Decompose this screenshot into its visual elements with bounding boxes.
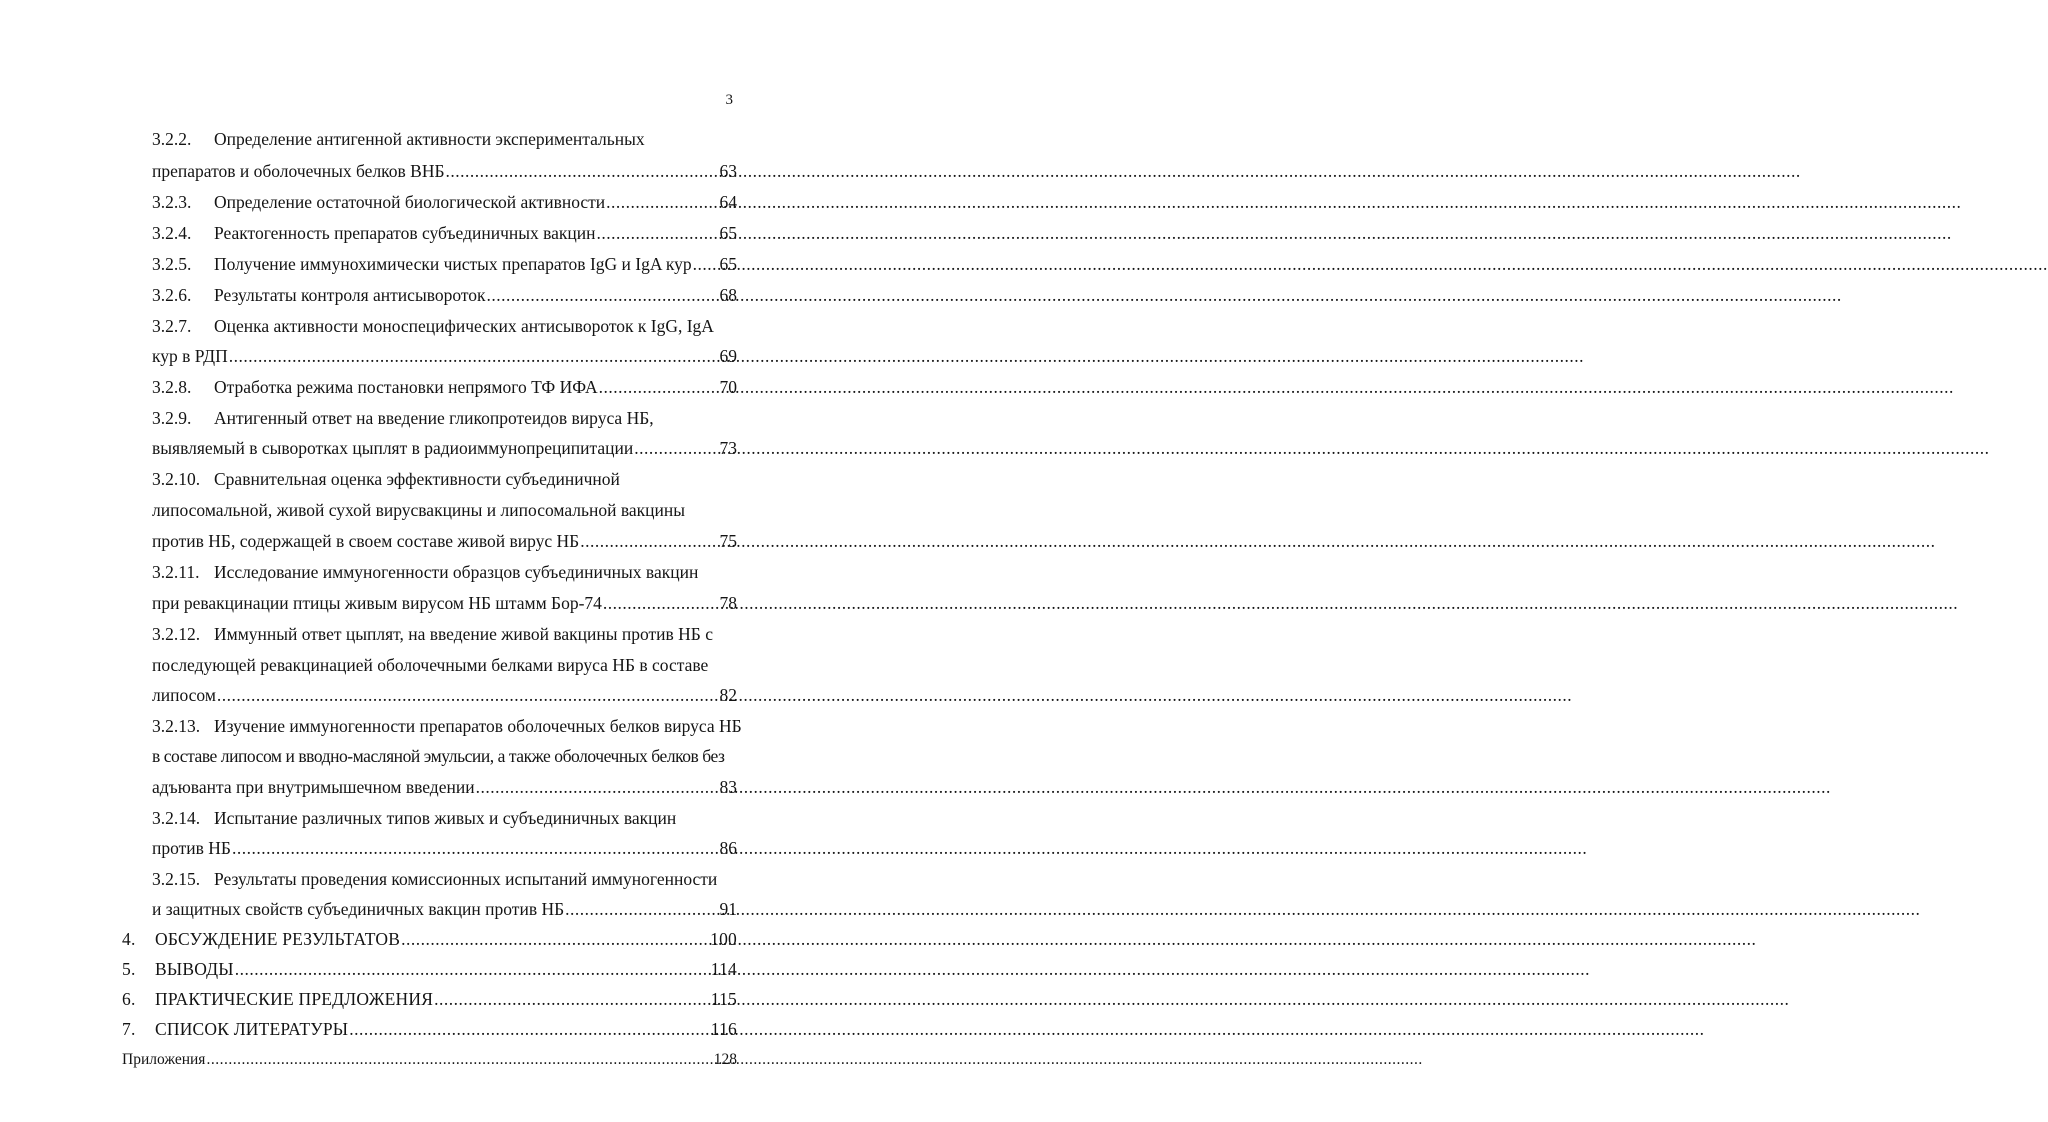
dot-leader	[693, 253, 719, 275]
toc-page: 86	[719, 838, 737, 858]
toc-title: липосом	[152, 685, 216, 705]
toc-number: 3.2.6.	[152, 285, 192, 305]
toc-title: последующей ревакцинацией оболочечными белками вируса НБ в составе	[152, 655, 709, 675]
toc-page: 115	[710, 989, 737, 1009]
toc-title: Исследование иммуногенности образцов субъединичных вакцин	[214, 562, 699, 582]
toc-title: Отработка режима постановки непрямого ТФ ИФА	[214, 377, 598, 397]
toc-title: ОБСУЖДЕНИЕ РЕЗУЛЬТАТОВ	[155, 929, 401, 949]
toc-number: 4.	[122, 929, 136, 949]
toc-entry-3-2-6	[152, 284, 737, 306]
dot-leader	[235, 958, 710, 980]
toc-number: 3.2.11.	[152, 562, 200, 582]
toc-page: 78	[719, 593, 737, 613]
toc-page: 73	[719, 438, 737, 458]
dot-leader	[634, 437, 718, 459]
toc-page: 64	[719, 192, 737, 212]
toc-number: 3.2.7.	[152, 316, 192, 336]
toc-title: препаратов и оболочечных белков ВНБ	[152, 161, 445, 181]
toc-page: 82	[719, 685, 737, 705]
toc-title: Сравнительная оценка эффективности субъединичной	[214, 469, 620, 489]
toc-number: 3.2.2.	[152, 129, 192, 149]
toc-page: 65	[719, 254, 737, 274]
toc-title: ПРАКТИЧЕСКИЕ ПРЕДЛОЖЕНИЯ	[155, 989, 434, 1009]
dot-leader	[597, 222, 719, 244]
toc-number: 6.	[122, 989, 136, 1009]
toc-chapter-4	[122, 928, 737, 950]
toc-title: ВЫВОДЫ	[155, 959, 234, 979]
dot-leader	[434, 988, 710, 1010]
toc-title: липосомальной, живой сухой вирусвакцины и липосомальной вакцины	[152, 500, 685, 520]
dot-leader	[606, 191, 718, 213]
toc-entry-3-2-13-cont	[152, 745, 737, 767]
page-number: 3	[725, 92, 733, 108]
toc-appendix	[122, 1049, 737, 1071]
toc-entry-3-2-12-cont	[152, 654, 737, 676]
toc-number: 5.	[122, 959, 136, 979]
dot-leader	[487, 284, 719, 306]
toc-page: 83	[719, 777, 737, 797]
toc-page: 65	[719, 223, 737, 243]
toc-number: 3.2.10.	[152, 469, 201, 489]
toc-title: Иммунный ответ цыплят, на введение живой вакцины против НБ с	[214, 624, 713, 644]
toc-title: Антигенный ответ на введение гликопротеидов вируса НБ,	[214, 408, 654, 428]
dot-leader	[401, 928, 709, 950]
toc-entry-3-2-12-cont2	[152, 684, 737, 706]
toc-entry-3-2-11	[152, 561, 737, 583]
dot-leader	[476, 776, 719, 798]
toc-number: 3.2.4.	[152, 223, 192, 243]
toc-entry-3-2-10-cont2	[152, 530, 737, 552]
toc-entry-3-2-9-cont	[152, 437, 737, 459]
toc-number: 3.2.5.	[152, 254, 192, 274]
dot-leader	[603, 592, 719, 614]
toc-title: Результаты проведения комиссионных испытаний иммуногенности	[214, 869, 718, 889]
toc-number: 3.2.13.	[152, 716, 201, 736]
dot-leader	[565, 898, 718, 920]
toc-title: при ревакцинации птицы живым вирусом НБ штамм Бор-74	[152, 593, 602, 613]
toc-page: 69	[719, 346, 737, 366]
toc-page: 70	[719, 377, 737, 397]
toc-title: выявляемый в сыворотках цыплят в радиоиммунопреципитации	[152, 438, 634, 458]
toc-title: Определение антигенной активности экспериментальных	[214, 129, 645, 149]
toc-entry-3-2-2-cont	[152, 160, 737, 182]
dot-leader	[206, 1049, 712, 1071]
toc-entry-3-2-9	[152, 407, 737, 429]
toc-number: 3.2.8.	[152, 377, 192, 397]
toc-title: Определение остаточной биологической активности	[214, 192, 606, 212]
table-of-contents	[0, 0, 793, 1122]
toc-title: Изучение иммуногенности препаратов оболочечных белков вируса НБ	[214, 716, 742, 736]
toc-entry-3-2-15	[152, 868, 737, 890]
toc-title: в составе липосом и вводно-масляной эмульсии, а также оболочечных белков без	[152, 746, 725, 766]
toc-entry-3-2-14-cont	[152, 837, 737, 859]
toc-entry-3-2-11-cont	[152, 592, 737, 614]
toc-chapter-7	[122, 1018, 737, 1040]
dot-leader	[349, 1018, 710, 1040]
toc-entry-3-2-13	[152, 715, 742, 737]
dot-leader	[217, 684, 719, 706]
toc-title: Результаты контроля антисывороток	[214, 285, 486, 305]
toc-entry-3-2-10-cont	[152, 499, 737, 521]
toc-entry-3-2-14	[152, 807, 737, 829]
toc-number: 3.2.3.	[152, 192, 192, 212]
toc-chapter-6	[122, 988, 737, 1010]
toc-title: против НБ	[152, 838, 231, 858]
toc-page: 114	[710, 959, 737, 979]
toc-page: 63	[719, 161, 737, 181]
toc-entry-3-2-4	[152, 222, 737, 244]
toc-entry-3-2-7-cont	[152, 345, 737, 367]
toc-entry-3-2-2	[152, 128, 737, 150]
toc-title: Получение иммунохимически чистых препаратов IgG и IgA кур	[214, 254, 692, 274]
toc-entry-3-2-5	[152, 253, 737, 275]
toc-title: Приложения	[122, 1051, 206, 1068]
toc-entry-3-2-15-cont	[152, 898, 737, 920]
toc-page: 68	[719, 285, 737, 305]
toc-number: 3.2.9.	[152, 408, 192, 428]
toc-title: кур в РДП	[152, 346, 228, 366]
toc-number: 3.2.15.	[152, 869, 201, 889]
toc-entry-3-2-12	[152, 623, 737, 645]
toc-entry-3-2-10	[152, 468, 737, 490]
toc-entry-3-2-7	[152, 315, 737, 337]
dot-leader	[580, 530, 718, 552]
dot-leader	[446, 160, 719, 182]
toc-title: и защитных свойств субъединичных вакцин против НБ	[152, 899, 565, 919]
toc-number: 3.2.12.	[152, 624, 201, 644]
toc-entry-3-2-13-cont2	[152, 776, 737, 798]
toc-page: 128	[713, 1051, 737, 1068]
toc-page: 100	[710, 929, 737, 949]
dot-leader	[229, 345, 719, 367]
dot-leader	[232, 837, 719, 859]
toc-title: Испытание различных типов живых и субъединичных вакцин	[214, 808, 677, 828]
toc-page: 116	[710, 1019, 737, 1039]
toc-title: Оценка активности моноспецифических антисывороток к IgG, IgA	[214, 316, 714, 336]
toc-title: против НБ, содержащей в своем составе живой вирус НБ	[152, 531, 580, 551]
toc-entry-3-2-8	[152, 376, 737, 398]
toc-page: 91	[719, 899, 737, 919]
toc-title: СПИСОК ЛИТЕРАТУРЫ	[155, 1019, 349, 1039]
toc-title: Реактогенность препаратов субъединичных вакцин	[214, 223, 596, 243]
toc-entry-3-2-3	[152, 191, 737, 213]
toc-number: 3.2.14.	[152, 808, 201, 828]
toc-page: 75	[719, 531, 737, 551]
dot-leader	[599, 376, 719, 398]
toc-number: 7.	[122, 1019, 136, 1039]
toc-title: адъюванта при внутримышечном введении	[152, 777, 475, 797]
toc-chapter-5	[122, 958, 737, 980]
